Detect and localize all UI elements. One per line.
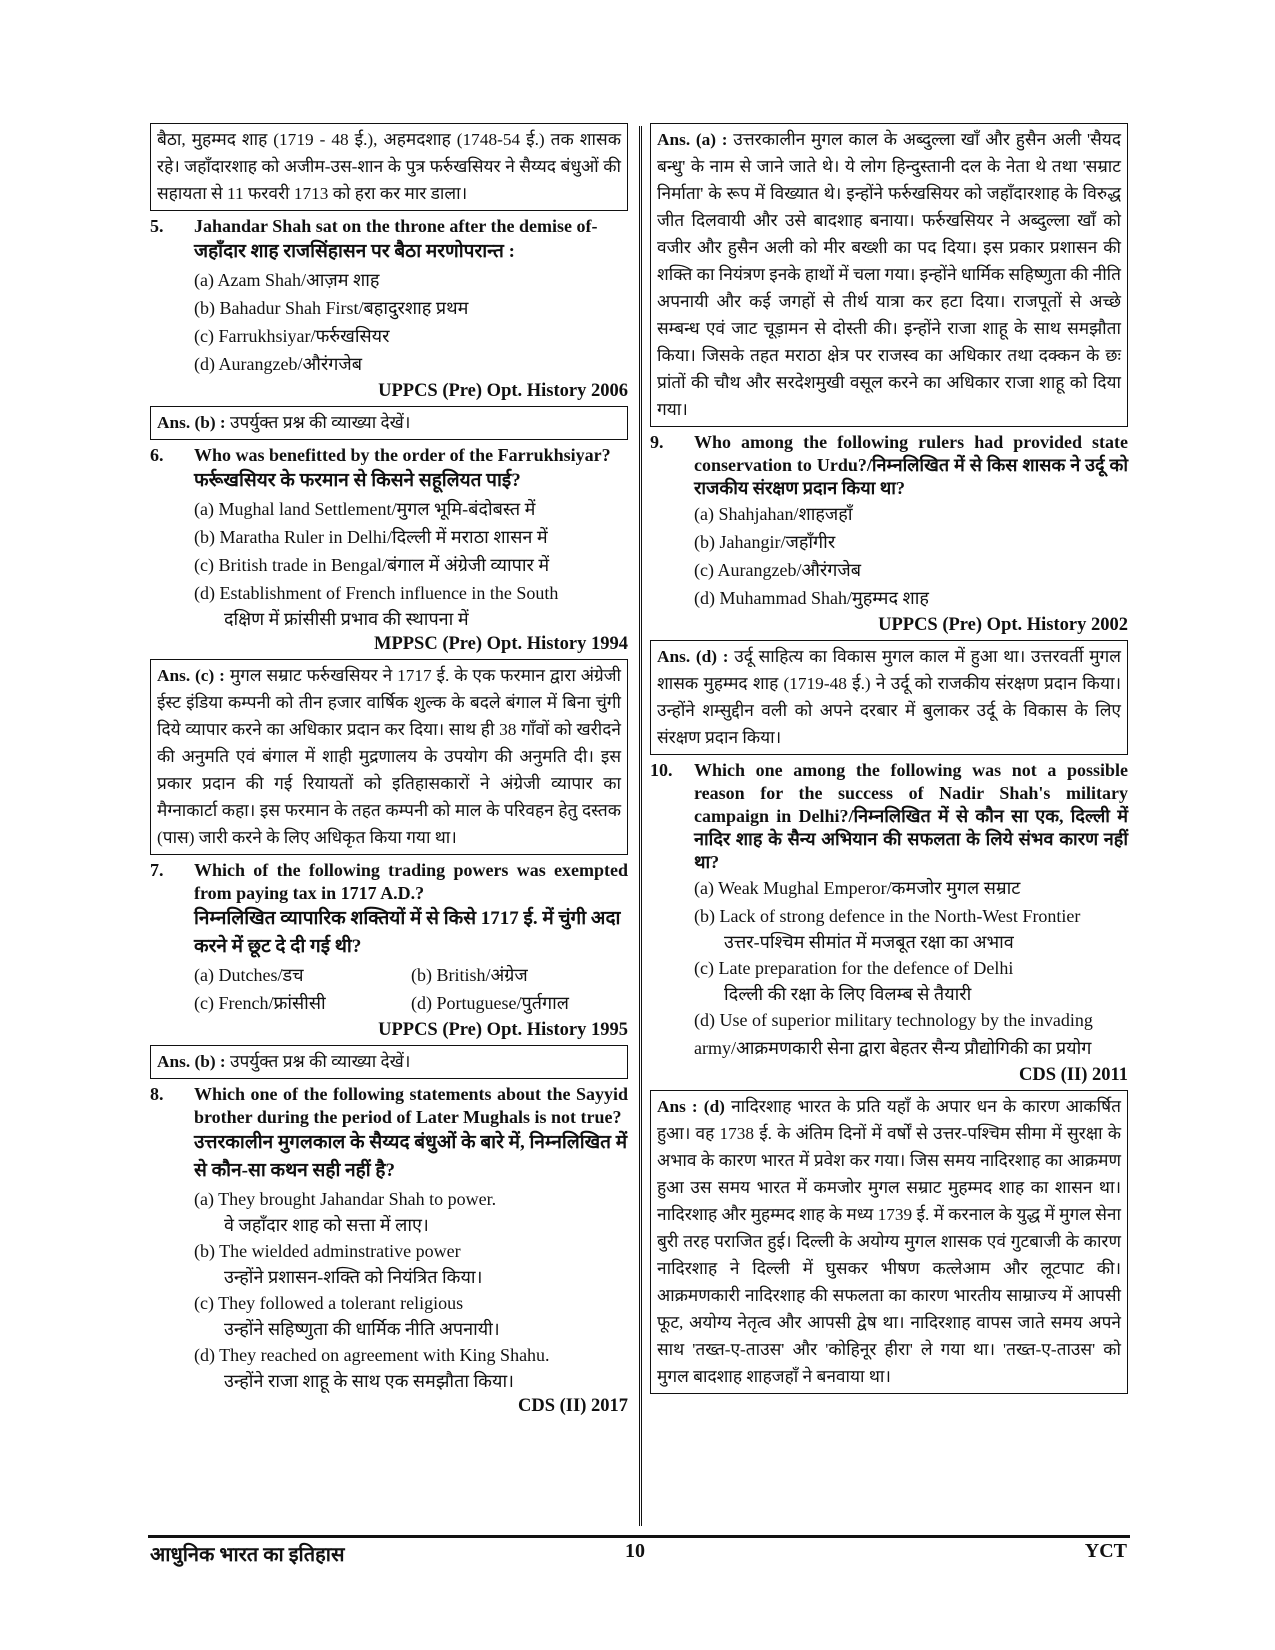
option-a: (a) Dutches/डच (194, 965, 304, 985)
answer-label: Ans. (b) : (157, 413, 226, 432)
option-a: (a) Azam Shah/आज़म शाह (194, 270, 380, 290)
question-text-en: Who was benefitted by the order of the Farrukhsiyar? (194, 445, 611, 465)
option-b: (b) British/अंग्रेज (411, 965, 528, 985)
question-number: 6. (150, 445, 164, 465)
exam-source: CDS (II) 2017 (518, 1396, 628, 1416)
answer-text: उत्तरकालीन मुगल काल के अब्दुल्ला खाँ और हुसैन अली 'सैयद बन्धु' के नाम से जाने जाते थे। ये लोग हिन्दुस्तानी दल के नेता थे तथा 'सम्राट निर्माता' के रूप में विख्यात थे। इन्होंने फर्रुखसियर को जहाँदारशाह के विरुद्ध जीत दिलवायी और उसे बादशाह बनाया। फर्रुखसियर ने अब्दुल्ला खाँ को वजीर और हुसैन अली को मीर बख्शी का पद दिया। इस प्रकार प्रशासन की शक्ति का नियंत्रण इनके हाथों में चला गया। इन्होंने धार्मिक सहिष्णुता की नीति अपनायी और कई जगहों से तीर्थ यात्रा कर हटा दिया। राजपूतों से अच्छे सम्बन्ध एवं जाट चूड़ामन से दोस्ती की। इन्होंने राजा शाहू के साथ समझौता किया। जिसके तहत मराठा क्षेत्र पर राजस्व का अधिकार तथा दक्कन के छः प्रांतों की चौथ और सरदेशमुखी वसूल करने का अधिकार राजा शाहू को दिया गया। (657, 130, 1121, 419)
question-number: 5. (150, 216, 164, 236)
answer-label: Ans. (d) : (657, 647, 729, 666)
book-title: आधुनिक भारत का इतिहास (150, 1544, 345, 1566)
question-9 (650, 431, 1128, 638)
left-column (150, 123, 628, 1421)
option-d: (d) Muhammad Shah/मुहम्मद शाह (694, 588, 929, 608)
option-c: (c) Farrukhsiyar/फर्रुखसियर (194, 326, 390, 346)
option-b-en: (b) Lack of strong defence in the North-West Frontier (694, 906, 1081, 926)
option-a (194, 1185, 628, 1237)
question-text-en: Which one of the following statements about the Sayyid brother during the period of Later Mughals is not true? (194, 1084, 628, 1127)
question-text: Who among the following rulers had provided state conservation to Urdu?/निम्नलिखित में से किस शासक ने उर्दू को राजकीय संरक्षण प्रदान किया था? (694, 432, 1128, 498)
answer-label: Ans. (a) : (657, 130, 728, 149)
continued-answer-box (150, 123, 628, 211)
options-list (194, 961, 628, 1017)
answer-text: नादिरशाह भारत के प्रति यहाँ के अपार धन के कारण आकर्षित हुआ। वह 1738 ई. के अंतिम दिनों में वर्षों से उत्तर-पश्चिम सीमा में सुरक्षा के अभाव के कारण भारत में प्रवेश कर गया। जिस समय नादिरशाह का आक्रमण हुआ उस समय भारत में कमजोर मुगल सम्राट मुहम्मद शाह का शासन था। नादिरशाह और मुहम्मद शाह के मध्य 1739 ई. में करनाल के युद्ध में मुगल सेना बुरी तरह पराजित हुई। दिल्ली के अयोग्य मुगल शासक एवं गुटबाजी के कारण नादिरशाह ने दिल्ली में घुसकर भीषण कत्लेआम और लूटपाट की। आक्रमणकारी नादिरशाह की सफलता का कारण भारतीय साम्राज्य में आपसी फूट, अयोग्य नेतृत्व और आपसी द्वेष था। नादिरशाह वापस जाते समय अपने साथ 'तख्त-ए-ताउस' और 'कोहिनूर हीरा' ले गया था। 'तख्त-ए-ताउस' को मुगल बादशाह शाहजहाँ ने बनवाया था। (657, 1097, 1121, 1386)
options-list (694, 500, 1128, 612)
answer-text: उपर्युक्त प्रश्न की व्याख्या देखें। (229, 413, 411, 432)
publisher-name: YCT (1084, 1540, 1127, 1562)
option-b: (b) Bahadur Shah First/बहादुरशाह प्रथम (194, 298, 469, 318)
option-b-hi: उत्तर-पश्चिम सीमांत में मजबूत रक्षा का अभाव (724, 932, 1014, 952)
option-c-en: (c) Late preparation for the defence of Delhi (694, 958, 1014, 978)
answer-label: Ans. (c) : (157, 666, 225, 685)
option-c-hi: दिल्ली की रक्षा के लिए विलम्ब से तैयारी (724, 984, 972, 1004)
question-number: 10. (650, 760, 673, 780)
option-a: (a) Mughal land Settlement/मुगल भूमि-बंदोबस्त में (194, 499, 536, 519)
answer-label: Ans. (b) : (157, 1052, 226, 1071)
question-number: 7. (150, 860, 164, 880)
options-list (694, 874, 1128, 1062)
option-b: (b) Jahangir/जहाँगीर (694, 532, 836, 552)
option-c-en: (c) They followed a tolerant religious (194, 1293, 464, 1313)
option-c-hi: उन्होंने सहिष्णुता की धार्मिक नीति अपनायी। (224, 1319, 500, 1339)
option-c (194, 1289, 628, 1341)
option-d-hi: दक्षिण में फ्रांसीसी प्रभाव की स्थापना में (224, 609, 469, 629)
answer-box (650, 1090, 1128, 1394)
answer-box (150, 1045, 628, 1079)
answer-box (150, 406, 628, 440)
page-number: 10 (625, 1540, 645, 1562)
option-d-hi: उन्होंने राजा शाहू के साथ एक समझौता किया। (224, 1371, 514, 1391)
question-6 (150, 444, 628, 657)
question-text: Which one among the following was not a possible reason for the success of Nadir Shah's military campaign in Delhi?/निम्नलिखित में से कौन सा एक, दिल्ली में नादिर शाह के सैन्य अभियान की सफलता के लिये संभव कारण नहीं था? (694, 760, 1128, 872)
option-a-hi: वे जहाँदार शाह को सत्ता में लाए। (224, 1215, 429, 1235)
question-text-hi: उत्तरकालीन मुगलकाल के सैय्यद बंधुओं के बारे में, निम्नलिखित में से कौन-सा कथन सही नहीं है? (194, 1132, 628, 1181)
option-a: (a) Shahjahan/शाहजहाँ (694, 504, 853, 524)
answer-text: मुगल सम्राट फर्रुखसियर ने 1717 ई. के एक फरमान द्वारा अंग्रेजी ईस्ट इंडिया कम्पनी को तीन हजार वार्षिक शुल्क के बदले बंगाल में बिना चुंगी दिये व्यापार करने का अधिकार प्रदान कर दिया। साथ ही 38 गाँवों को खरीदने की अनुमति एवं बंगाल में शाही मुद्रणालय के उपयोग की अनुमति दी। इस प्रकार प्रदान की गई रियायतों को इतिहासकारों ने अंग्रेजी व्यापार का मैग्नाकार्टा कहा। इस फरमान के तहत कम्पनी को माल के परिवहन हेतु दस्तक (पास) जारी करने के लिए अधिकृत किया गया था। (157, 666, 621, 847)
question-10 (650, 759, 1128, 1088)
question-5 (150, 215, 628, 404)
question-text-hi: फर्रूखसियर के फरमान से किसने सहूलियत पाई? (194, 470, 521, 491)
option-d: (d) Portuguese/पुर्तगाल (411, 993, 569, 1013)
option-b: (b) Maratha Ruler in Delhi/दिल्ली में मराठा शासन में (194, 527, 548, 547)
option-d: (d) Use of superior military technology by the invading army/आक्रमणकारी सेना द्वारा बेहतर सैन्य प्रौद्योगिकी का प्रयोग (694, 1010, 1093, 1058)
question-text-en: Jahandar Shah sat on the throne after the demise of- (194, 216, 598, 236)
answer-box (650, 640, 1128, 755)
answer-box (650, 123, 1128, 427)
option-c: (c) French/फ्रांसीसी (194, 993, 326, 1013)
options-list (194, 495, 628, 631)
option-c: (c) British trade in Bengal/बंगाल में अंग्रेजी व्यापार में (194, 555, 550, 575)
option-b (194, 1237, 628, 1289)
question-text-hi: जहाँदार शाह राजसिंहासन पर बैठा मरणोपरान्त : (194, 241, 515, 262)
question-text-en: Which of the following trading powers was exempted from paying tax in 1717 A.D.? (194, 860, 628, 903)
option-b-en: (b) The wielded adminstrative power (194, 1241, 461, 1261)
right-column (650, 123, 1128, 1398)
exam-source: CDS (II) 2011 (1019, 1065, 1128, 1085)
question-number: 8. (150, 1084, 164, 1104)
option-b-hi: उन्होंने प्रशासन-शक्ति को नियंत्रित किया। (224, 1267, 483, 1287)
option-d (194, 579, 628, 631)
option-c: (c) Aurangzeb/औरंगजेब (694, 560, 861, 580)
option-c (694, 954, 1128, 1006)
option-a: (a) Weak Mughal Emperor/कमजोर मुगल सम्राट (694, 878, 1021, 898)
options-list (194, 1185, 628, 1393)
continued-answer-text: बैठा, मुहम्मद शाह (1719 - 48 ई.), अहमदशाह (1748-54 ई.) तक शासक रहे। जहाँदारशाह को अजीम-उस-शान के पुत्र फर्रुखसियर ने सैय्यद बंधुओं की सहायता से 11 फरवरी 1713 को हरा कर मार डाला। (157, 130, 621, 203)
question-text-hi: निम्नलिखित व्यापारिक शक्तियों में से किसे 1717 ई. में चुंगी अदा करने में छूट दे दी गई थी? (194, 908, 621, 957)
option-d-en: (d) Establishment of French influence in the South (194, 583, 559, 603)
option-a-en: (a) They brought Jahandar Shah to power. (194, 1189, 497, 1209)
exam-source: UPPCS (Pre) Opt. History 1995 (378, 1020, 628, 1040)
option-d: (d) Aurangzeb/औरंगजेब (194, 354, 363, 374)
option-d (194, 1341, 628, 1393)
column-divider (639, 126, 642, 1526)
question-8 (150, 1083, 628, 1419)
answer-text: उर्दू साहित्य का विकास मुगल काल में हुआ था। उत्तरवर्ती मुगल शासक मुहम्मद शाह (1719-48 ई.) ने उर्दू को राजकीय संरक्षण प्रदान किया। उन्होंने शम्सुद्दीन वली को अपने दरबार में बुलाकर उर्दू के विकास के लिए संरक्षण प्रदान किया। (657, 647, 1121, 747)
exam-source: MPPSC (Pre) Opt. History 1994 (374, 634, 628, 654)
exam-source: UPPCS (Pre) Opt. History 2002 (878, 615, 1128, 635)
options-list (194, 266, 628, 378)
question-number: 9. (650, 432, 664, 452)
option-d-en: (d) They reached on agreement with King Shahu. (194, 1345, 550, 1365)
answer-box (150, 659, 628, 855)
answer-text: उपर्युक्त प्रश्न की व्याख्या देखें। (229, 1052, 411, 1071)
answer-label: Ans : (d) (657, 1097, 725, 1116)
footer-rule (148, 1535, 1130, 1538)
exam-source: UPPCS (Pre) Opt. History 2006 (378, 381, 628, 401)
option-b (694, 902, 1128, 954)
question-7 (150, 859, 628, 1043)
